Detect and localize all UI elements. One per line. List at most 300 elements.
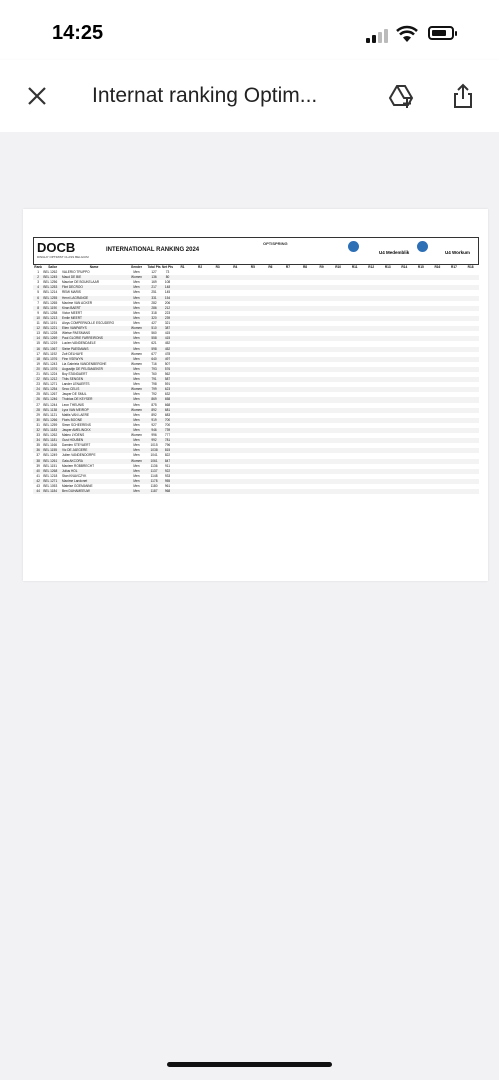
table-cell: Men [126,418,147,423]
table-cell: BEL 1245 [43,275,62,280]
table-cell: 587 [161,377,173,382]
table-cell: BEL 1155 [43,448,62,453]
column-header: Rank [34,265,43,269]
event-logo-icon [417,241,428,252]
table-cell: 798 [151,382,157,387]
table-cell: BEL 1258 [43,310,58,315]
table-cell: Men [133,392,140,397]
table-cell: 13 [36,331,40,336]
table-cell: VALERIO TRUPPO [61,270,90,275]
table-cell: Men [126,489,147,494]
race-score-cell [297,489,314,494]
table-cell: 4 [33,285,43,290]
table-cell: Men [126,357,147,362]
table-cell: BEL 1253 [43,285,62,290]
table-cell: BEL 1221 [43,326,62,331]
table-cell: 598 [147,347,161,352]
table-cell: Julien VANDENDORPE [61,453,96,458]
table-cell: BEL 1261 [43,459,62,464]
table-cell: BEL 1192 [43,351,57,356]
table-cell: BEL 1262 [43,270,58,275]
table-cell: 793 [147,367,161,372]
column-header: R8 [302,265,308,269]
table-cell: 169 [151,280,157,285]
column-header: Sailor [48,265,58,269]
table-cell: BEL 1224 [43,371,58,376]
clock: 14:25 [52,22,104,44]
table-cell: 20 [33,367,43,372]
table-cell: 739 [161,428,173,433]
table-cell: 42 [33,479,43,484]
signal-icon [366,29,388,43]
column-header: Name [89,265,99,269]
table-cell: Women [126,408,147,413]
table-cell: BEL 1255 [43,296,62,301]
table-cell: 26 [33,397,43,402]
table-cell: Men [133,331,140,336]
table-cell: 919 [147,418,161,423]
table-cell: BEL 1053 [43,484,58,489]
table-cell: BEL 1256 [43,280,58,285]
table-cell: 43 [36,484,40,489]
column-header: Net Pts [162,265,173,269]
table-cell: 927 [151,422,157,427]
table-cell: Men [133,453,140,458]
close-icon[interactable] [24,83,50,109]
table-cell: 1136 [150,463,158,468]
table-cell: 23 [36,382,40,387]
table-cell: 35 [36,443,40,448]
table-cell: Victor MEERT [61,310,83,315]
race-score-cell [279,489,297,494]
column-header: R4 [233,265,238,269]
race-score-cell [462,489,479,494]
table-cell: Men [126,377,147,382]
column-header: Gender [130,265,143,269]
table-cell: 29 [36,412,40,417]
table-cell: Lucien VANDENDAELE [61,341,96,346]
column-header: R9 [319,265,324,269]
table-cell: Men [133,463,140,468]
table-cell: Women [131,361,142,366]
table-cell: 1015 [150,443,158,448]
table-cell: 12 [33,326,43,331]
table-cell: REMI MARIS [61,290,81,295]
table-cell: Paul GLORIE FARREIRONS [62,336,126,341]
table-cell: 3 [37,280,40,285]
table-cell: 136 [147,275,161,280]
table-cell: 24 [33,387,43,392]
table-cell: 955 [161,479,173,484]
table-cell: Mateo LYDENS [61,433,85,438]
logo-subtitle: DINGHY OPTIMIST CLASS BELGIUM [37,255,89,259]
table-cell: 1 [37,270,40,275]
table-cell: 478 [164,351,171,356]
table-cell: Simm SCHEERENS [61,422,91,427]
table-cell: Ben DUHAMEEUW [62,489,126,494]
table-cell: 5 [37,290,40,295]
race-score-cell [244,489,262,494]
table-cell: 36 [33,448,43,453]
table-cell: 681 [161,408,173,413]
event-workum-label: U4 Workum [445,250,470,255]
table-cell: 558 [147,336,161,341]
table-cell: 320 [147,316,161,321]
table-cell: 9 [37,310,40,315]
table-cell: Men [126,397,147,402]
table-cell: 507 [164,361,171,366]
table-cell: 911 [164,463,171,468]
table-cell: 32 [33,428,43,433]
table-cell: 108 [164,280,171,285]
table-cell: 30 [33,418,43,423]
table-cell: 623 [161,387,173,392]
table-cell: Women [126,387,147,392]
table-cell: 212 [161,306,173,311]
table-cell: 560 [151,331,157,336]
table-cell: Men [133,300,140,305]
table-cell: 145 [164,290,171,295]
table-cell: 946 [147,428,161,433]
race-score-cell [330,489,347,494]
column-header: R18 [467,265,474,269]
optispring-logo: OPTISPRING [263,241,288,246]
table-cell: Kiran BAERT [62,306,126,311]
table-cell: BEL 1267 [43,392,58,397]
table-cell: BEL 1259 [43,422,58,427]
table-cell: BEL 1269 [43,336,62,341]
table-cell: 822 [164,453,171,458]
table-cell: 716 [151,361,157,366]
table-cell: BEL 1212 [43,377,62,382]
table-cell: Women [126,326,147,331]
table-cell: 427 [151,321,157,326]
race-score-cell [313,489,330,494]
table-cell: 8 [33,306,43,311]
table-cell: BEL 1262 [43,433,58,438]
table-cell: 31 [36,422,40,427]
table-cell: 37 [36,453,40,458]
table-cell: Men [126,469,147,474]
table-cell: BEL 1213 [43,316,62,321]
table-cell: 792 [151,392,157,397]
column-header: R11 [351,265,358,269]
table-cell: 683 [164,412,171,417]
table-cell: 33 [36,433,40,438]
table-cell: BEL 1271 [43,479,62,484]
column-header: R14 [401,265,408,269]
table-cell: Men [133,382,140,387]
race-score-cell [174,489,192,494]
table-cell: Floris BOONE [62,418,126,423]
table-cell: 640 [147,357,161,362]
table-cell: BEL 1243 [43,361,58,366]
table-cell: 892 [147,408,161,413]
table-cell: 452 [164,341,171,346]
table-cell: Men [133,371,140,376]
table-cell: Men [133,473,140,478]
table-cell: Women [126,275,147,280]
table-cell: 815 [161,448,173,453]
table-cell: BEL 1191 [43,321,57,326]
table-cell: 996 [151,433,157,438]
table-cell: BEL 1184 [43,489,62,494]
table-cell: BEL 1228 [43,331,58,336]
table-cell: Men [126,285,147,290]
table-cell: Augustijn DE PELSMAEKER [62,367,126,372]
table-cell: 1061 [147,459,161,464]
table-cell: 38 [33,459,43,464]
table-cell: BEL 1183 [43,428,62,433]
table-cell: Men [133,402,140,407]
table-cell: 239 [161,316,173,321]
column-header: R5 [250,265,255,269]
home-indicator [167,1062,332,1067]
race-score-cell [446,489,463,494]
table-cell: 562 [164,371,171,376]
table-cell: 318 [151,310,157,315]
table-cell: 40 [33,469,43,474]
race-score-cell [191,489,209,494]
column-header: R10 [335,265,342,269]
table-cell: Men [126,316,147,321]
table-cell: Men [126,347,147,352]
table-cell: BEL 1249 [43,453,58,458]
table-cell: 18 [33,357,43,362]
table-cell: 73 [165,270,170,275]
table-cell: 415 [161,336,173,341]
battery-icon [428,26,454,40]
column-header: Total Pts [147,265,161,269]
table-cell: 796 [164,443,171,448]
table-cell: Mateise GOEMANNE [61,484,93,489]
table-cell: Men [126,479,147,484]
table-cell: Men [133,310,140,315]
table-cell: Men [126,306,147,311]
table-cell: Lander LENAERTS [61,382,90,387]
table-cell: Stan KNAVCZYK [61,473,87,478]
table-cell: Maxime VAN ACKER [61,300,93,305]
ranking-table [33,265,479,494]
table-cell: Men [126,438,147,443]
share-icon[interactable] [450,83,476,109]
table-cell: BEL 1121 [43,412,57,417]
table-cell: 576 [161,367,173,372]
table-cell: Jasper AMELINCKX [62,428,126,433]
table-cell: Men [133,290,140,295]
table-cell: 1178 [147,479,161,484]
table-cell: 19 [36,361,40,366]
table-cell: BEL 1246 [43,397,62,402]
table-cell: 632 [164,392,171,397]
table-cell: Men [133,280,140,285]
ranking-document[interactable] [23,209,488,581]
table-cell: 206 [164,300,171,305]
table-cell: Flint DECROO [62,285,126,290]
table-cell: Thobias DE KEYSER [62,397,126,402]
table-cell: BEL 1166 [43,443,57,448]
table-cell: 1148 [150,473,158,478]
table-cell: 847 [161,459,173,464]
table-cell: Maxiem ROBBRECHT [61,463,95,468]
table-cell: 41 [36,473,40,478]
table-cell: BEL 1244 [43,402,58,407]
column-header: R6 [268,265,273,269]
table-cell: BEL 1181 [43,438,62,443]
race-score-cell [396,489,413,494]
table-cell: 14 [33,336,43,341]
table-cell: Men [133,321,140,326]
table-cell: Women [131,351,142,356]
table-cell: Seco CELIS [62,387,126,392]
event-medemblik-label: U4 Medemblik [379,250,410,255]
table-cell: 2 [33,275,43,280]
docb-logo: DOCB [37,240,76,255]
table-cell: Men [126,367,147,372]
table-cell: Boy STANDAERT [61,371,88,376]
table-cell: Wietse PAESMANS [61,331,91,336]
document-header [33,237,479,265]
table-cell: Maurice DE BOUKELAAR [61,280,99,285]
table-cell: 387 [161,326,173,331]
table-cell: Gust HOUBEN [62,438,126,443]
table-cell: Women [131,433,142,438]
table-cell: 415 [164,331,171,336]
table-cell: Men [126,336,147,341]
race-score-cell [209,489,227,494]
table-cell: 282 [151,300,157,305]
table-cell: 34 [33,438,43,443]
table-cell: 321 [164,321,171,326]
table-cell: BEL 1266 [43,418,62,423]
table-cell: 1038 [147,448,161,453]
column-header: R12 [368,265,375,269]
event-logo-icon [348,241,359,252]
table-cell: Men [126,296,147,301]
table-cell: Gala AKCORA [62,459,126,464]
table-cell: 510 [147,326,161,331]
table-cell: 7 [37,300,40,305]
table-cell: BEL 1265 [43,300,58,305]
column-header: R17 [451,265,457,269]
table-cell: 25 [36,392,40,397]
table-cell: Julius HOL [62,469,126,474]
table-cell: 223 [164,310,171,315]
column-header: R1 [180,265,185,269]
table-cell: 677 [151,351,157,356]
drive-add-icon[interactable] [388,83,414,109]
nav-bar [0,60,499,132]
table-cell: 781 [161,438,173,443]
table-cell: BEL 1076 [43,367,62,372]
table-cell: Thiis SENGEN [62,377,126,382]
table-cell: 992 [147,438,161,443]
table-cell: Finn VSEWYN [62,357,126,362]
table-cell: 11 [36,321,40,326]
table-cell: 39 [36,463,40,468]
table-cell: 127 [151,270,157,275]
table-cell: Vic DE JAEGERE [62,448,126,453]
table-cell: BEL 1214 [43,290,58,295]
table-cell: 1187 [147,489,161,494]
table-cell: 933 [164,473,171,478]
column-header: R13 [384,265,391,269]
race-score-cell [346,489,363,494]
table-cell: 869 [147,397,161,402]
table-cell: BEL 1076 [43,357,62,362]
table-cell: 28 [33,408,43,413]
table-cell: Henri LAGRANGE [62,296,126,301]
table-cell: 27 [36,402,40,407]
status-bar [0,0,499,60]
table-cell: Maud DE BIE [62,275,126,280]
race-score-cell [413,489,430,494]
table-cell: BEL 1151 [43,463,57,468]
table-cell: BEL 1254 [43,387,62,392]
table-cell: 148 [161,285,173,290]
table-cell: 875 [151,402,157,407]
table-cell: 21 [36,371,40,376]
table-cell: Jasper DE SMUL [61,392,87,397]
race-score-cell [429,489,446,494]
table-cell: Women [126,459,147,464]
table-cell: 799 [147,387,161,392]
table-cell: 658 [161,397,173,402]
table-cell: 15 [36,341,40,346]
table-cell: Lia Gabriela VANDENBERGHE [61,361,107,366]
table-cell: 760 [151,371,157,376]
column-header: R15 [417,265,424,269]
table-cell: 22 [33,377,43,382]
race-score-cell [363,489,380,494]
table-cell: 922 [161,469,173,474]
table-cell: Lyra VAN MEIROP [62,408,126,413]
table-cell: 961 [164,484,171,489]
column-header: R3 [215,265,220,269]
race-score-cell [379,489,396,494]
table-cell: Leon THEUNIS [61,402,84,407]
nav-title: Internat ranking Optim... [92,84,318,107]
table-cell: BEL 1219 [43,341,58,346]
table-cell: 968 [161,489,173,494]
column-header: R7 [285,265,290,269]
table-cell: 286 [147,306,161,311]
table-cell: BEL 1268 [43,469,62,474]
table-cell: BEL 1138 [43,408,62,413]
table-cell: BEL 1190 [43,306,62,311]
table-cell: 44 [33,489,43,494]
column-header: R16 [434,265,441,269]
table-cell: 331 [147,296,161,301]
race-score-cell [262,489,280,494]
table-cell: Men [133,443,140,448]
column-header: R2 [198,265,203,269]
table-cell: 17 [36,351,40,356]
table-cell: Men [126,448,147,453]
table-cell: Damien STEYAERT [61,443,91,448]
table-cell: Men [133,412,140,417]
table-cell: 621 [151,341,157,346]
table-row [33,489,479,494]
table-cell: 80 [161,275,173,280]
table-cell: BEL 1271 [43,382,58,387]
table-cell: BEL 1067 [43,347,62,352]
table-cell: 892 [151,412,157,417]
table-cell: Mattis VAN LAERE [61,412,90,417]
table-cell: 16 [33,347,43,352]
document-title: INTERNATIONAL RANKING 2024 [106,247,200,253]
table-cell: 497 [161,357,173,362]
